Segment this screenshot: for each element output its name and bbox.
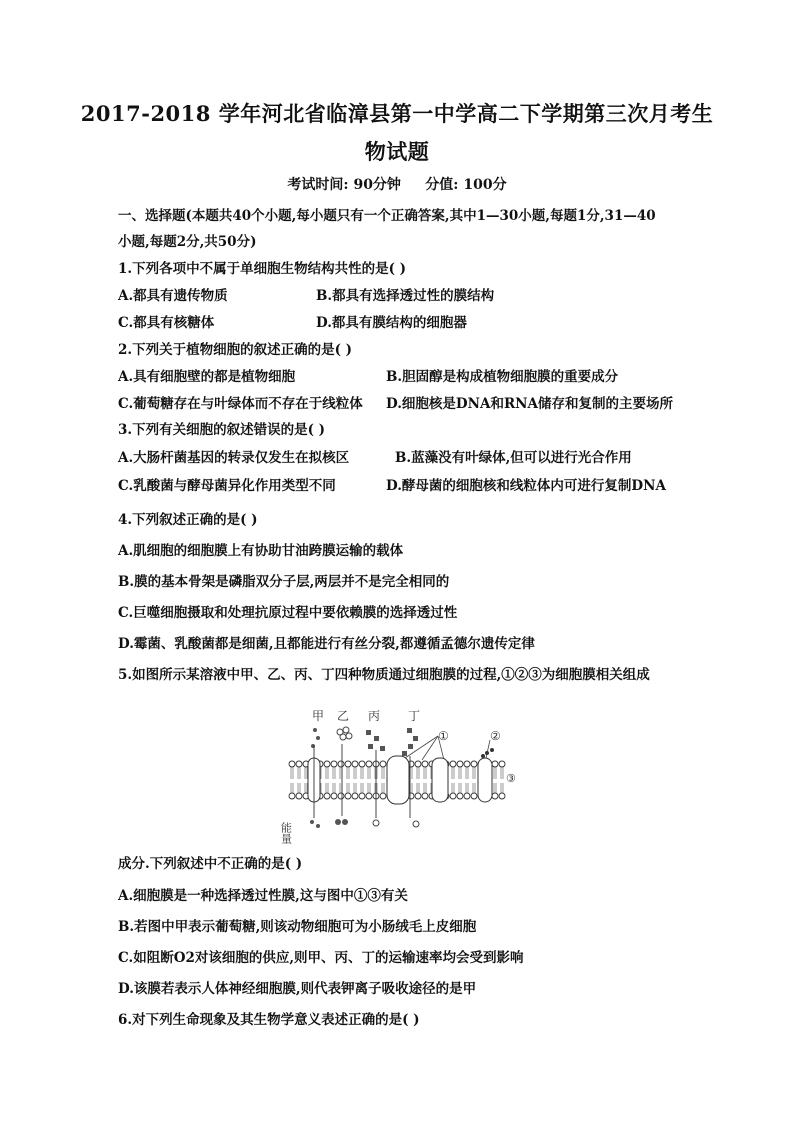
lipid-head-top (492, 761, 498, 767)
label-ding: 丁 (408, 709, 421, 723)
section-heading-cont: 小题,每题2分,共50分) (118, 234, 257, 250)
question-1-option-d: D.都具有膜结构的细胞器 (316, 315, 467, 331)
lipid-head-top (415, 761, 421, 767)
question-4-option-b: B.膜的基本骨架是磷脂双分子层,两层并不是完全相同的 (118, 574, 450, 590)
lipid-head-bottom (450, 793, 456, 799)
lipid-head-top (464, 761, 470, 767)
lipid-head-bottom (415, 793, 421, 799)
lipid-head-top (450, 761, 456, 767)
lipid-head-bottom (289, 793, 295, 799)
lipid-head-bottom (324, 793, 330, 799)
question-4-option-a: A.肌细胞的细胞膜上有协助甘油跨膜运输的载体 (118, 543, 404, 559)
question-3-option-d: D.酵母菌的细胞核和线粒体内可进行复制DNA (386, 478, 666, 494)
lipid-head-bottom (296, 793, 302, 799)
question-2-stem: 2.下列关于植物细胞的叙述正确的是( ) (118, 342, 353, 358)
membrane-transport-figure (279, 706, 516, 844)
lipid-head-top (380, 761, 386, 767)
lipid-head-bottom (380, 793, 386, 799)
lipid-head-bottom (464, 793, 470, 799)
lipid-head-top (324, 761, 330, 767)
label-jia: 甲 (312, 709, 325, 723)
question-4-stem: 4.下列叙述正确的是( ) (118, 512, 258, 528)
lipid-head-bottom (345, 793, 351, 799)
question-2-option-c: C.葡萄糖存在与叶绿体而不存在于线粒体 (118, 396, 363, 412)
question-2-option-d: D.细胞核是DNA和RNA储存和复制的主要场所 (386, 396, 673, 412)
lipid-head-top (359, 761, 365, 767)
question-1-option-a: A.都具有遗传物质 (118, 288, 228, 304)
question-1-option-c: C.都具有核糖体 (118, 315, 215, 331)
lipid-head-bottom (457, 793, 463, 799)
exam-info: 考试时间: 90分钟 分值: 100分 (287, 177, 507, 193)
question-5-option-c: C.如阻断O2对该细胞的供应,则甲、丙、丁的运输速率均会受到影响 (118, 950, 524, 966)
lipid-head-bottom (359, 793, 365, 799)
lipid-head-top (366, 761, 372, 767)
question-4-option-d: D.霉菌、乳酸菌都是细菌,且都能进行有丝分裂,都遵循孟德尔遗传定律 (118, 636, 535, 652)
question-5-stem-cont: 成分.下列叙述中不正确的是( ) (118, 856, 303, 872)
question-3-option-c: C.乳酸菌与酵母菌异化作用类型不同 (118, 478, 336, 494)
lipid-head-bottom (471, 793, 477, 799)
question-5-option-b: B.若图中甲表示葡萄糖,则该动物细胞可为小肠绒毛上皮细胞 (118, 919, 477, 935)
lipid-head-top (289, 761, 295, 767)
lipid-head-top (471, 761, 477, 767)
question-1-stem: 1.下列各项中不属于单细胞生物结构共性的是( ) (118, 261, 407, 277)
lipid-head-bottom (492, 793, 498, 799)
lipid-head-bottom (499, 793, 505, 799)
lipid-head-top (457, 761, 463, 767)
lipid-head-top (499, 761, 505, 767)
lipid-head-bottom (352, 793, 358, 799)
question-5-stem: 5.如图所示某溶液中甲、乙、丙、丁四种物质通过细胞膜的过程,①②③为细胞膜相关组成 (118, 667, 650, 683)
marker-1: ① (438, 729, 449, 743)
marker-3: ③ (506, 772, 516, 785)
label-yi: 乙 (337, 709, 350, 723)
question-3-option-b: B.蓝藻没有叶绿体,但可以进行光合作用 (395, 450, 632, 466)
lipid-head-bottom (331, 793, 337, 799)
lipid-head-top (331, 761, 337, 767)
page-title-line2: 物试题 (364, 139, 430, 164)
molecules-inside (310, 819, 419, 828)
question-1-option-b: B.都具有选择透过性的膜结构 (316, 288, 495, 304)
lipid-head-bottom (422, 793, 428, 799)
lipid-head-top (345, 761, 351, 767)
question-2-option-a: A.具有细胞壁的都是植物细胞 (118, 369, 296, 385)
question-6-stem: 6.对下列生命现象及其生物学意义表述正确的是( ) (118, 1012, 420, 1028)
question-3-option-a: A.大肠杆菌基因的转录仅发生在拟核区 (118, 450, 350, 466)
question-3-stem: 3.下列有关细胞的叙述错误的是( ) (118, 422, 326, 438)
section-heading: 一、选择题(本题共40个小题,每小题只有一个正确答案,其中1—30小题,每题1分,31—40 (118, 208, 656, 224)
energy-label: 能量 (279, 822, 293, 844)
molecules-outside (311, 727, 418, 756)
question-4-option-c: C.巨噬细胞摄取和处理抗原过程中要依赖膜的选择透过性 (118, 605, 458, 621)
question-5-option-d: D.该膜若表示人体神经细胞膜,则代表钾离子吸收途径的是甲 (118, 981, 477, 997)
lipid-head-top (422, 761, 428, 767)
question-5-option-a: A.细胞膜是一种选择透过性膜,这与图中①③有关 (118, 888, 408, 904)
page-title-line1: 2017-2018 学年河北省临漳县第一中学高二下学期第三次月考生 (80, 101, 714, 126)
lipid-head-bottom (366, 793, 372, 799)
lipid-head-top (338, 761, 344, 767)
question-2-option-b: B.胆固醇是构成植物细胞膜的重要成分 (386, 369, 619, 385)
lipid-head-top (352, 761, 358, 767)
lipid-head-top (296, 761, 302, 767)
marker-2: ② (490, 729, 501, 743)
lipid-head-bottom (338, 793, 344, 799)
label-bing: 丙 (368, 709, 381, 723)
